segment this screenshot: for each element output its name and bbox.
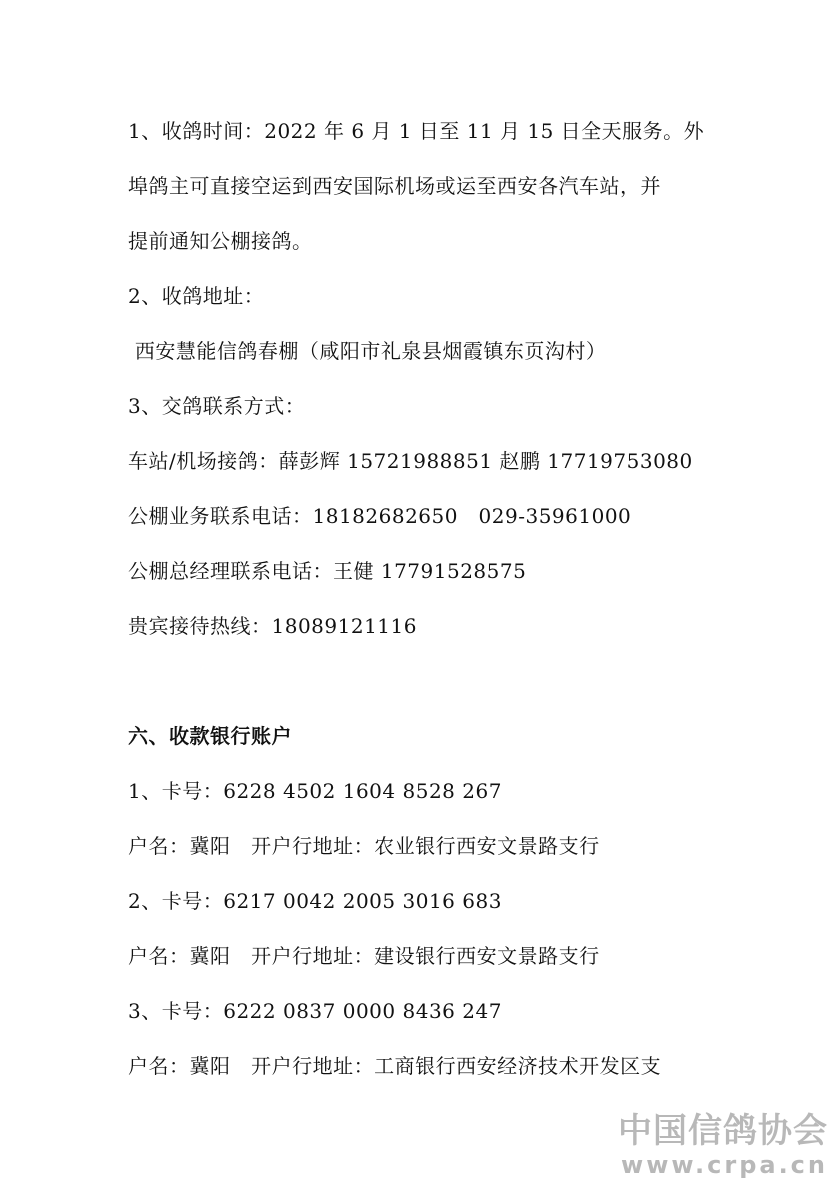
bank-account-3-holder: 户名：冀阳 开户行地址：工商银行西安经济技术开发区支 — [128, 1054, 662, 1078]
contact-business: 公棚业务联系电话：18182682650 029-35961000 — [128, 504, 632, 528]
pickup-time-line-2: 埠鸽主可直接空运到西安国际机场或运至西安各汽车站，并 — [128, 174, 661, 198]
pickup-address-label: 2、收鸽地址： — [128, 284, 265, 308]
pickup-time-line-3: 提前通知公棚接鸽。 — [128, 229, 313, 253]
bank-account-1-card: 1、卡号：6228 4502 1604 8528 267 — [128, 779, 502, 803]
bank-account-1-holder: 户名：冀阳 开户行地址：农业银行西安文景路支行 — [128, 834, 600, 858]
contact-manager: 公棚总经理联系电话：王健 17791528575 — [128, 559, 527, 583]
pickup-time-line-1: 1、收鸽时间：2022 年 6 月 1 日至 11 月 15 日全天服务。外 — [128, 119, 705, 143]
bank-section-heading: 六、收款银行账户 — [128, 724, 292, 748]
contact-hotline: 贵宾接待热线：18089121116 — [128, 614, 417, 638]
contact-label: 3、交鸽联系方式： — [128, 394, 306, 418]
bank-account-2-holder: 户名：冀阳 开户行地址：建设银行西安文景路支行 — [128, 944, 600, 968]
watermark-name: 中国信鸽协会 — [618, 1111, 828, 1151]
watermark — [618, 1111, 828, 1179]
watermark-url: www.crpa.cn — [621, 1151, 828, 1179]
pickup-address-value: 西安慧能信鸽春棚（咸阳市礼泉县烟霞镇东页沟村） — [128, 339, 607, 363]
bank-account-2-card: 2、卡号：6217 0042 2005 3016 683 — [128, 889, 502, 913]
bank-account-3-card: 3、卡号：6222 0837 0000 8436 247 — [128, 999, 502, 1023]
contact-station: 车站/机场接鸽：薛彭辉 15721988851 赵鹏 17719753080 — [128, 449, 693, 473]
